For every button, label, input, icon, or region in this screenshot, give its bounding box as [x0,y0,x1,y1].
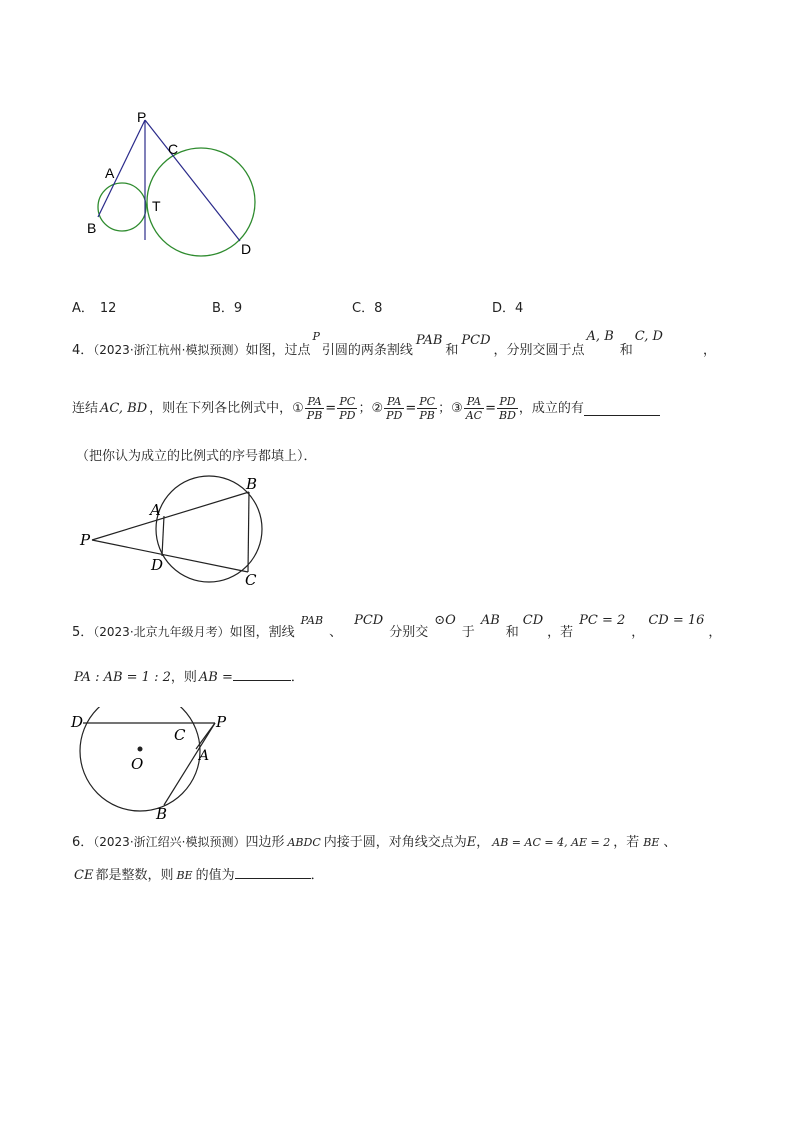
q5-answer-blank[interactable] [233,668,291,681]
small-circle [98,183,146,231]
figure-two-tangent-circles [80,105,270,265]
label-p: P [80,531,91,549]
label-b: B [87,220,97,236]
label-p: P [137,109,147,125]
option-d: D．4 [492,301,524,316]
secant-pab [164,723,215,805]
secant-pcd [145,120,240,241]
q4-line3: （把你认为成立的比例式的序号都填上）． [76,449,317,464]
ratio-pc-pb: $\frac{PC}{PB}$ [419,394,436,422]
figure-secants-from-p [75,475,285,595]
center-o-dot [138,747,143,752]
label-d: D [151,556,164,574]
secant-pdc [92,540,248,572]
label-b: B [246,475,258,493]
ratio-pc-pd: $\frac{PC}{PD}$ [339,394,356,422]
label-b: B [156,805,168,823]
tick-pa [196,723,215,749]
label-c: C [174,726,186,744]
label-p: P [216,713,227,731]
ratio-pa-pd: $\frac{PA}{PD}$ [386,394,403,422]
q6-line2: CE 都是整数，则 BE 的值为 ． [74,868,324,883]
label-d: D [71,713,84,731]
chord-ad [162,516,164,556]
q4-line2: 连结 AC, BD ，则在下列各比例式中，① $\frac{PA}{PB}$ = $\frac{PC}{PD}$ ；② $\frac{PA}{PD}$ = $\frac{PC}{PB}$ ；③ $\frac{PA}{AC}$ = $\frac{PD}{BD}$ ，成立的有 [72,390,660,426]
q5-line2: PA : AB = 1 : 2，则 AB = ． [74,670,304,685]
label-c: C [245,571,257,589]
q4-answer-blank[interactable] [584,401,660,416]
q5-line1: 5．（2023·北京九年级月考）如图，割线PAB、PCD分别交⊙O于AB和CD，若PC = 2，CD = 16， [72,613,722,640]
secant-pab [92,492,249,540]
q4-line1: 4．（2023·浙江杭州·模拟预测）如图，过点P引圆的两条割线PAB和PCD，分别交圆于点A, B和C, D， [72,329,716,358]
label-o: O [131,755,144,773]
option-b: B．9 [212,301,243,316]
q6-line1: 6．（2023·浙江绍兴·模拟预测）四边形 ABDC 内接于圆，对角线交点为E， AB = AC = 4, AE = 2 ，若 BE 、 [72,835,677,850]
label-a: A [105,165,115,181]
label-c: C [168,141,179,157]
option-c: C．8 [352,301,383,316]
label-t: T [152,198,161,214]
ratio-pa-ac: $\frac{PA}{AC}$ [465,394,483,422]
label-a: A [199,748,210,764]
figure-circle-o-secants [68,707,238,825]
label-d: D [241,241,252,257]
chord-bc [248,492,249,572]
ratio-pd-bd: $\frac{PD}{BD}$ [499,394,516,422]
option-a: A． 12 [72,301,117,316]
q6-answer-blank[interactable] [235,866,311,879]
label-a: A [150,501,161,519]
ratio-pa-pb: $\frac{PA}{PB}$ [306,394,323,422]
